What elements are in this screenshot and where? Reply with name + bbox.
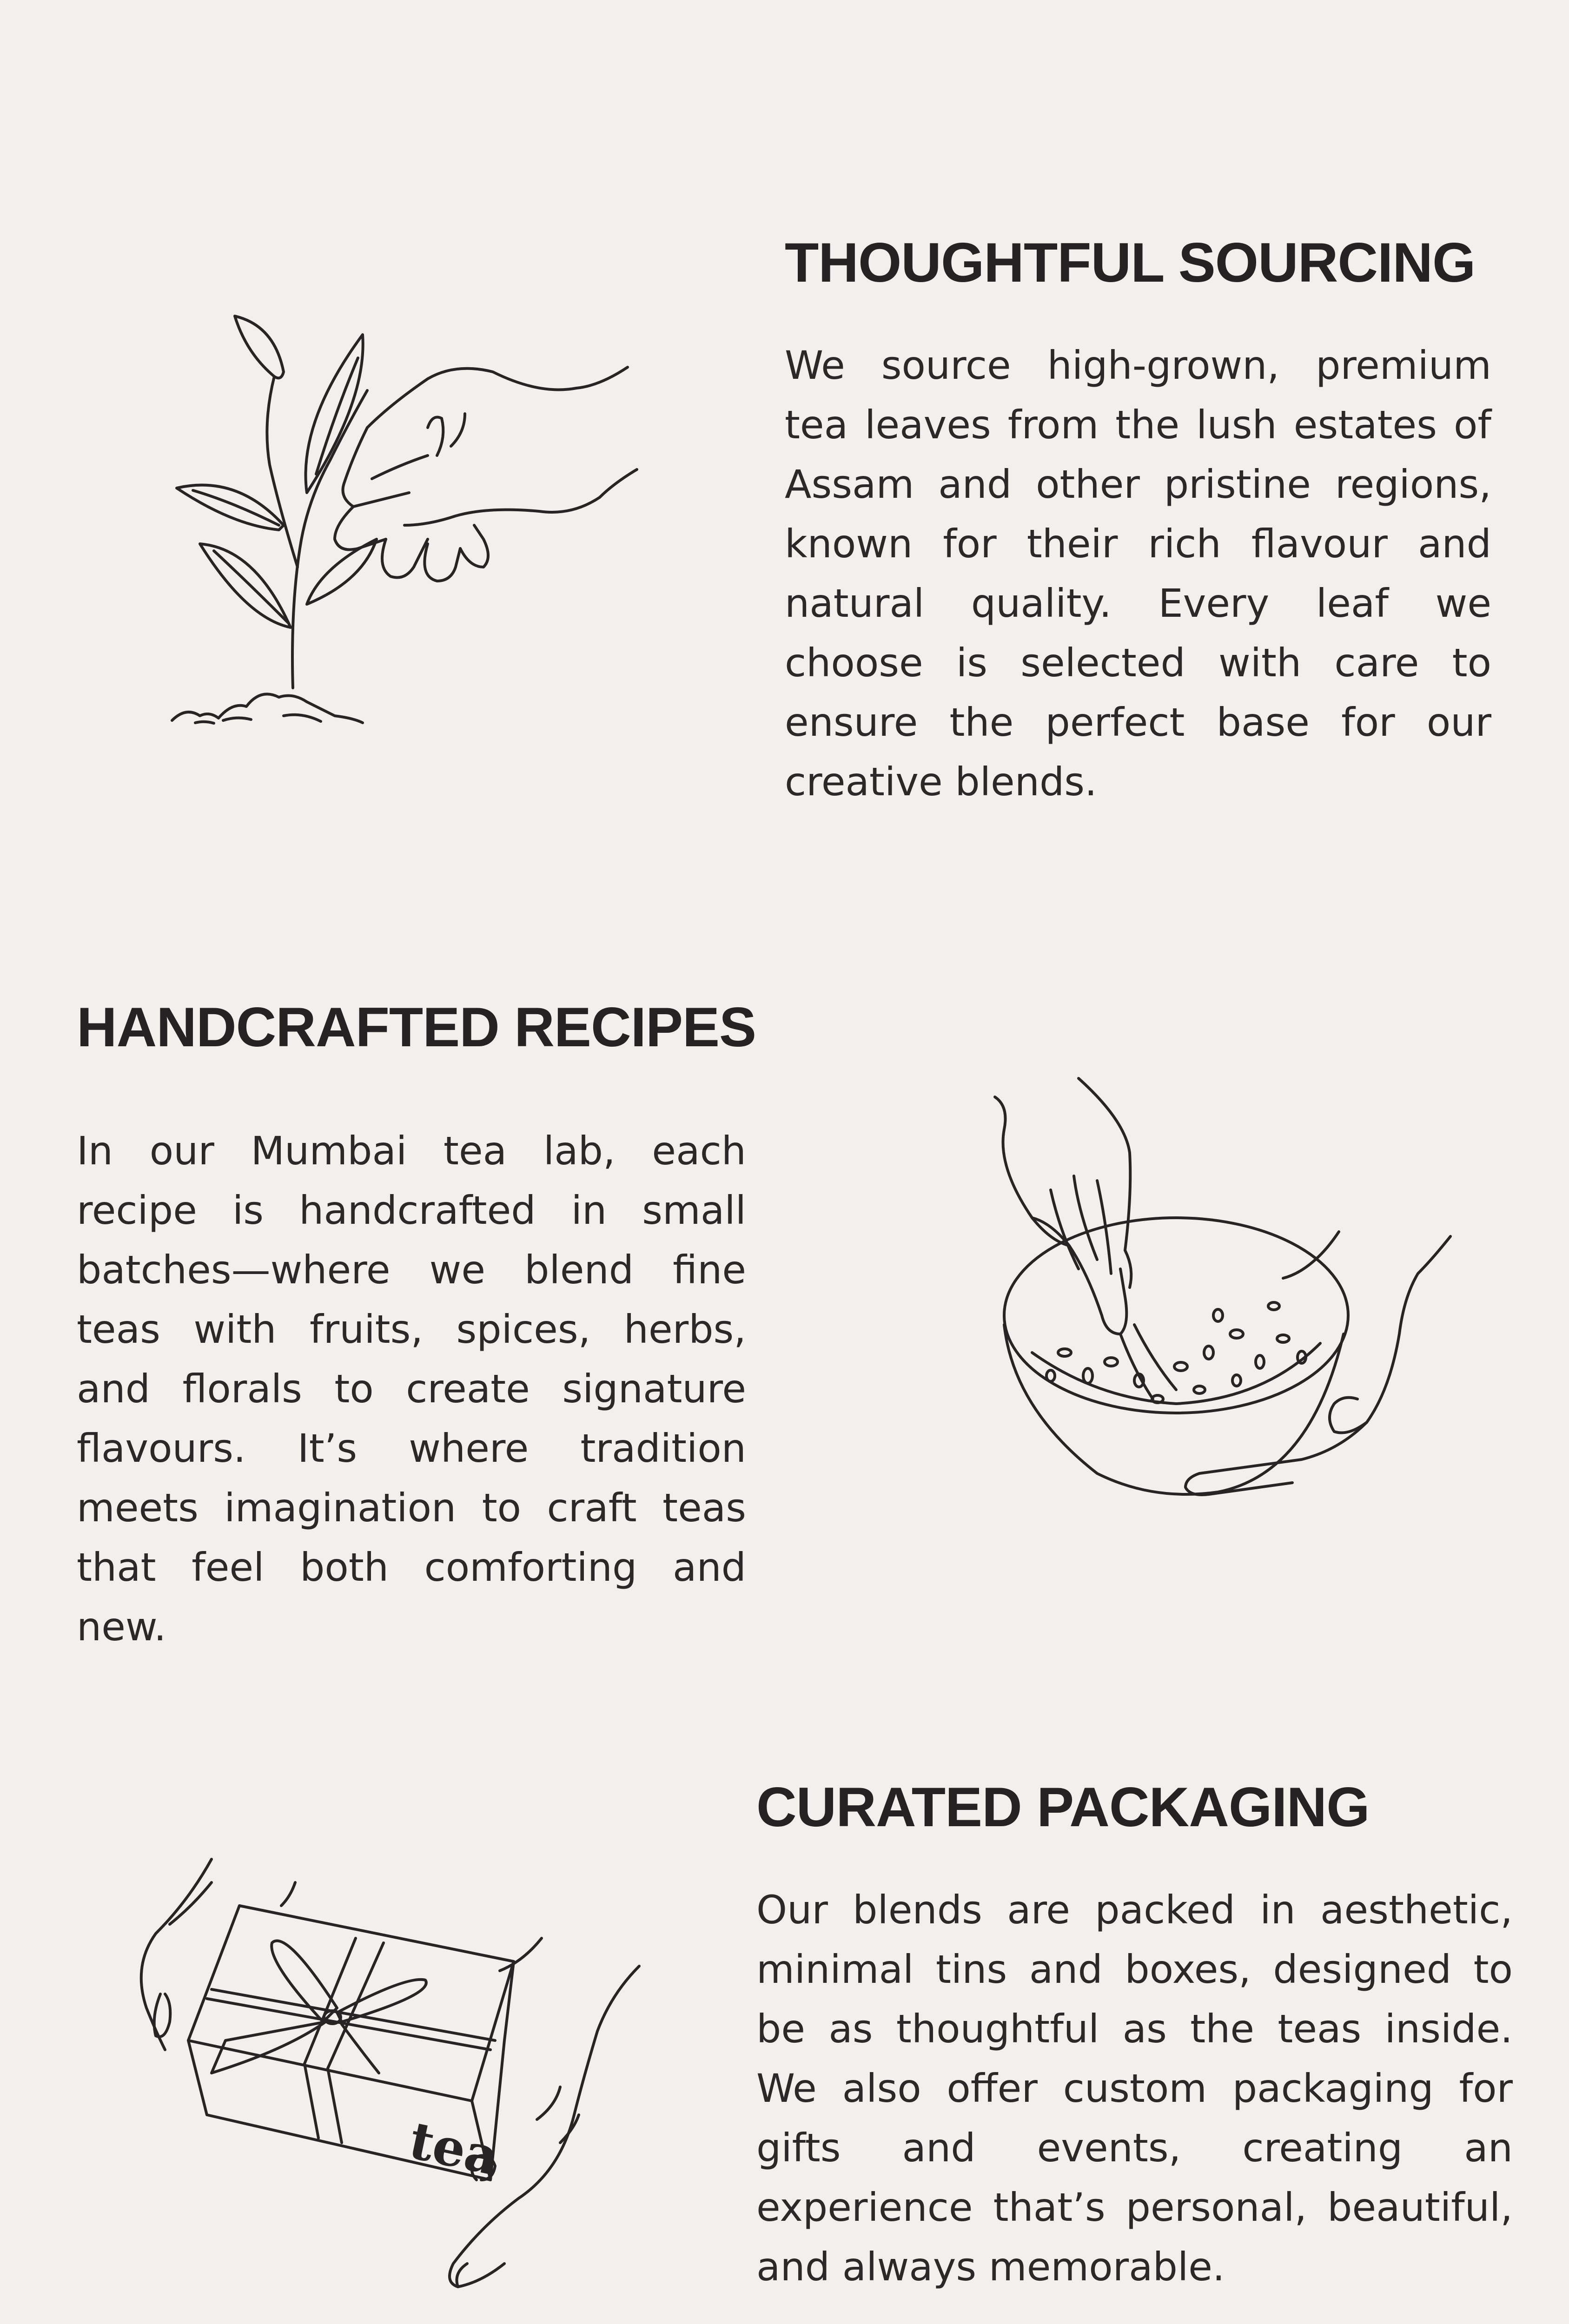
section-title: THOUGHTFUL SOURCING	[785, 231, 1476, 294]
box-brand-label: tea	[404, 2110, 504, 2187]
hands-mixing-tea-bowl-icon	[958, 1074, 1464, 1520]
section-body: In our Mumbai tea lab, each recipe is handcrafted in small batches—where we blend fine teas with fruits, spices, herbs, and florals to create signature flavours. It’s where tradition meets imagination to craft teas that feel both comforting and new.	[77, 1128, 746, 1650]
section-title: CURATED PACKAGING	[756, 1776, 1370, 1838]
hands-holding-gift-box-icon	[119, 1855, 644, 2301]
section-body: We source high-grown, premium tea leaves from the lush estates of Assam and other pristine regions, known for their rich flavour and natural quality. Every leaf we choose is selected with care to ensure the perfect base for our creative blends.	[785, 343, 1491, 805]
hand-plucking-tea-plant-icon	[167, 307, 642, 734]
section-title: HANDCRAFTED RECIPES	[77, 996, 756, 1058]
section-body: Our blends are packed in aesthetic, minimal tins and boxes, designed to be as thoughtful as the teas inside. We also offer custom packaging for gifts and events, creating an experience that’s personal, beautiful, and always memorable.	[756, 1887, 1513, 2290]
